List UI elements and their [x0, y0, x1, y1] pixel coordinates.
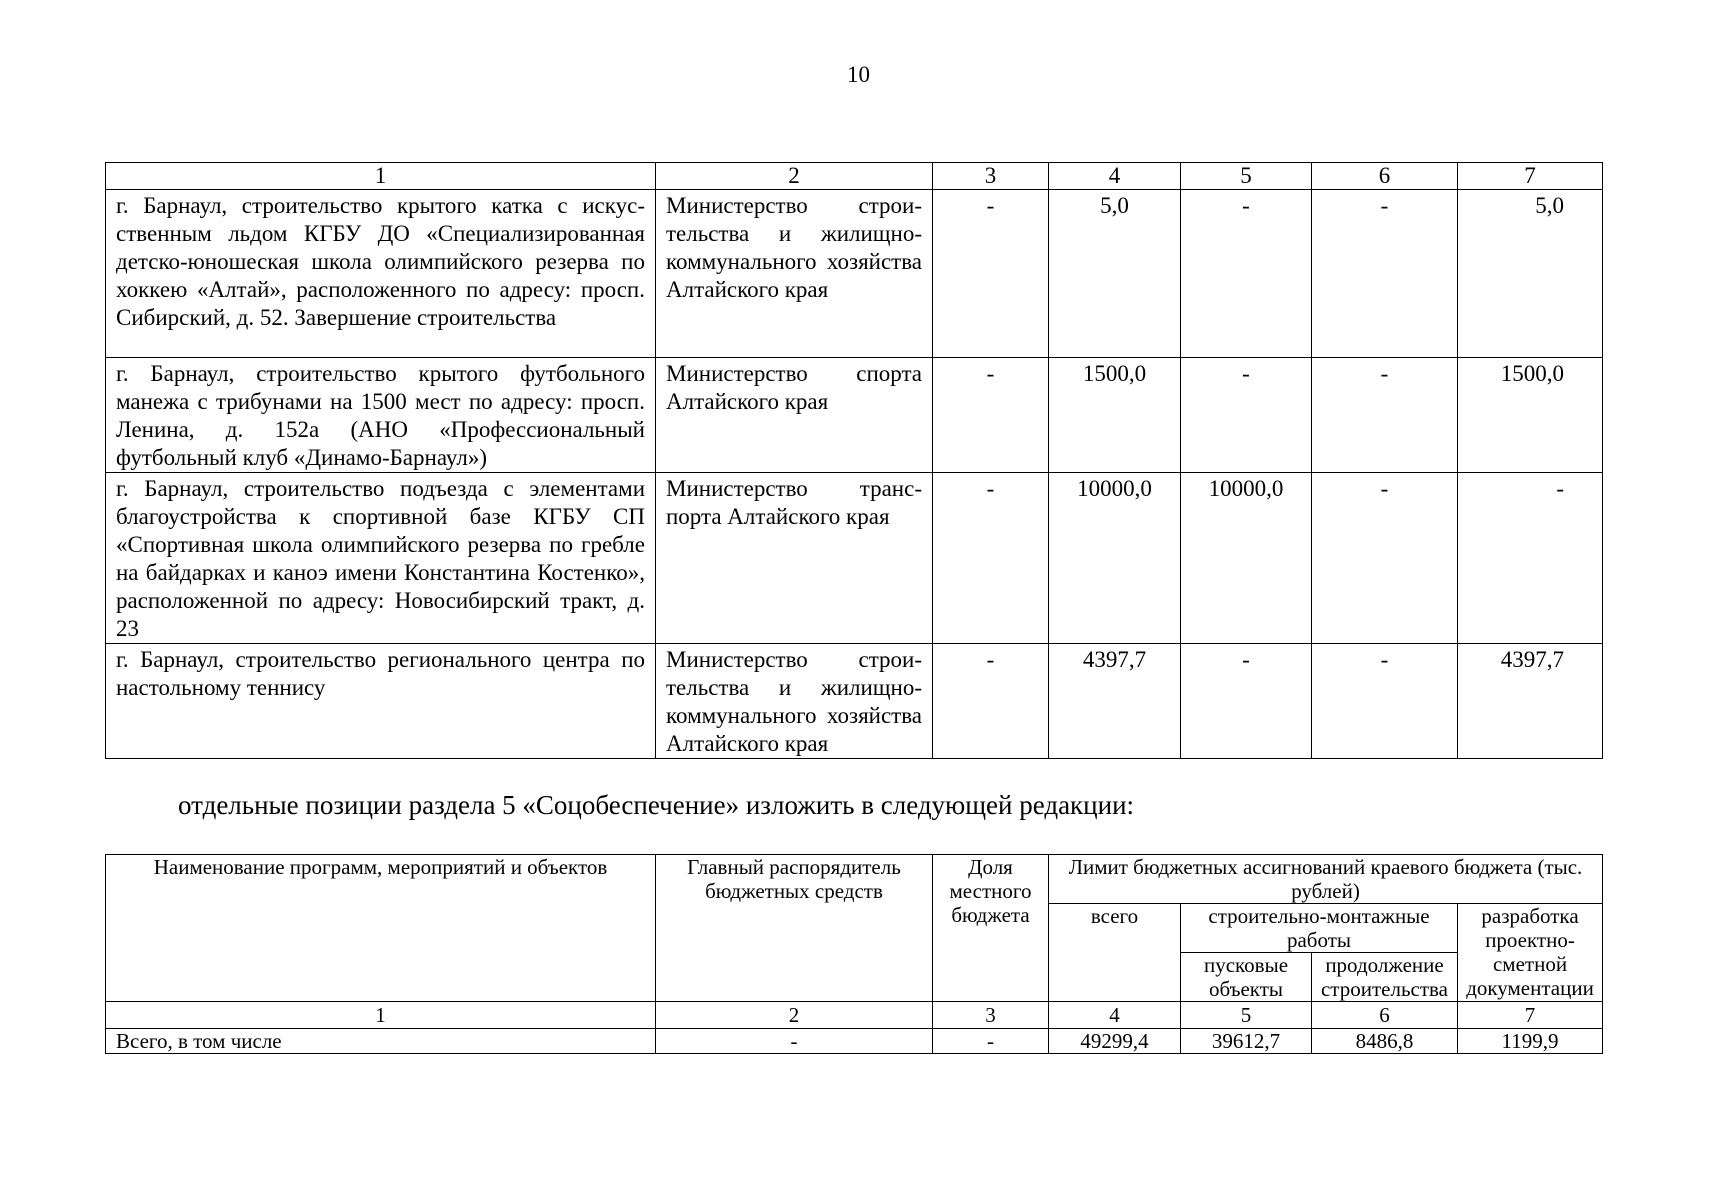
object-name: г. Барнаул, строительство крытого футбольного манежа с трибунами на 1500 мест по адресу: просп. Ленина, д. 152а (АНО «Профессиональный футбольный клуб «Динамо-Барнаул») [106, 358, 656, 473]
col-num: 4 [1049, 163, 1181, 190]
header-launch: пусковые объекты [1181, 953, 1312, 1002]
launch-value: 39612,7 [1181, 1029, 1312, 1054]
table-row [106, 644, 1603, 759]
col-num: 6 [1312, 1002, 1458, 1029]
continuation-value: - [1312, 358, 1458, 473]
column-number-row [106, 1002, 1603, 1029]
launch-value: - [1181, 190, 1312, 358]
continuation-value: - [1312, 190, 1458, 358]
col-num: 3 [933, 1002, 1049, 1029]
col-num: 7 [1458, 1002, 1603, 1029]
header-continuation: продолжение строительства [1312, 953, 1458, 1002]
continuation-value: 8486,8 [1312, 1029, 1458, 1054]
header-row [106, 855, 1603, 904]
col-num: 5 [1181, 163, 1312, 190]
budget-holder: Министерство транспорта Алтайского края [656, 473, 933, 644]
total-value: 4397,7 [1049, 644, 1181, 759]
column-number-row [106, 163, 1603, 190]
col-num: 5 [1181, 1002, 1312, 1029]
budget-holder: - [656, 1029, 933, 1054]
header-total: всего [1049, 904, 1181, 1002]
total-value: 1500,0 [1049, 358, 1181, 473]
launch-value: 10000,0 [1181, 473, 1312, 644]
object-name: г. Барнаул, строительство крытого катка с искусственным льдом КГБУ ДО «Специализированная детско-юношеская школа олимпийского резерва по хоккею «Алтай», расположенного по адресу: просп. Сибирский, д. 52. Завершение строительства [106, 190, 656, 358]
total-row [106, 1029, 1603, 1054]
header-limit: Лимит бюджетных ассигнований краевого бюджета (тыс. рублей) [1049, 855, 1603, 904]
objects-table [105, 162, 1603, 759]
col-num: 7 [1458, 163, 1603, 190]
total-value: 10000,0 [1049, 473, 1181, 644]
object-name: г. Барнаул, строительство регионального центра по настольному теннису [106, 644, 656, 759]
design-value: 5,0 [1458, 190, 1603, 358]
local-share: - [933, 473, 1049, 644]
launch-value: - [1181, 358, 1312, 473]
col-num: 1 [106, 163, 656, 190]
header-org: Главный распорядитель бюджетных средств [656, 855, 933, 1002]
socsecurity-table [105, 854, 1603, 1054]
page-number: 10 [847, 62, 870, 87]
total-label: Всего, в том числе [106, 1029, 656, 1054]
section-paragraph: отдельные позиции раздела 5 «Соцобеспечение» изложить в следующей редакции: [178, 790, 1135, 820]
continuation-value: - [1312, 473, 1458, 644]
col-num: 3 [933, 163, 1049, 190]
col-num: 4 [1049, 1002, 1181, 1029]
header-name: Наименование программ, мероприятий и объектов [106, 855, 656, 1002]
table-row [106, 358, 1603, 473]
local-share: - [933, 1029, 1049, 1054]
local-share: - [933, 358, 1049, 473]
budget-holder: Министерство строительства и жилищно-коммунального хозяйства Алтайского края [656, 190, 933, 358]
col-num: 1 [106, 1002, 656, 1029]
object-name: г. Барнаул, строительство подъезда с элементами благоустройства к спортивной базе КГБУ СП «Спортивная школа олимпийского резерва по гребле на байдарках и каноэ имени Константина Костенко», расположенной по адресу: Новосибирский тракт, д. 23 [106, 473, 656, 644]
design-value: 1500,0 [1458, 358, 1603, 473]
design-value: 4397,7 [1458, 644, 1603, 759]
launch-value: - [1181, 644, 1312, 759]
design-value: 1199,9 [1458, 1029, 1603, 1054]
continuation-value: - [1312, 644, 1458, 759]
design-value: - [1458, 473, 1603, 644]
total-value: 49299,4 [1049, 1029, 1181, 1054]
local-share: - [933, 644, 1049, 759]
col-num: 6 [1312, 163, 1458, 190]
budget-holder: Министерство спорта Алтайского края [656, 358, 933, 473]
table-row [106, 190, 1603, 358]
col-num: 2 [656, 163, 933, 190]
budget-holder: Министерство строительства и жилищно-коммунального хозяйства Алтайского края [656, 644, 933, 759]
header-construction: строительно-монтажные работы [1181, 904, 1458, 953]
total-value: 5,0 [1049, 190, 1181, 358]
local-share: - [933, 190, 1049, 358]
table-row [106, 473, 1603, 644]
col-num: 2 [656, 1002, 933, 1029]
header-local-share: Доля местного бюджета [933, 855, 1049, 1002]
header-design: разработка проектно-сметной документации [1458, 904, 1603, 1002]
